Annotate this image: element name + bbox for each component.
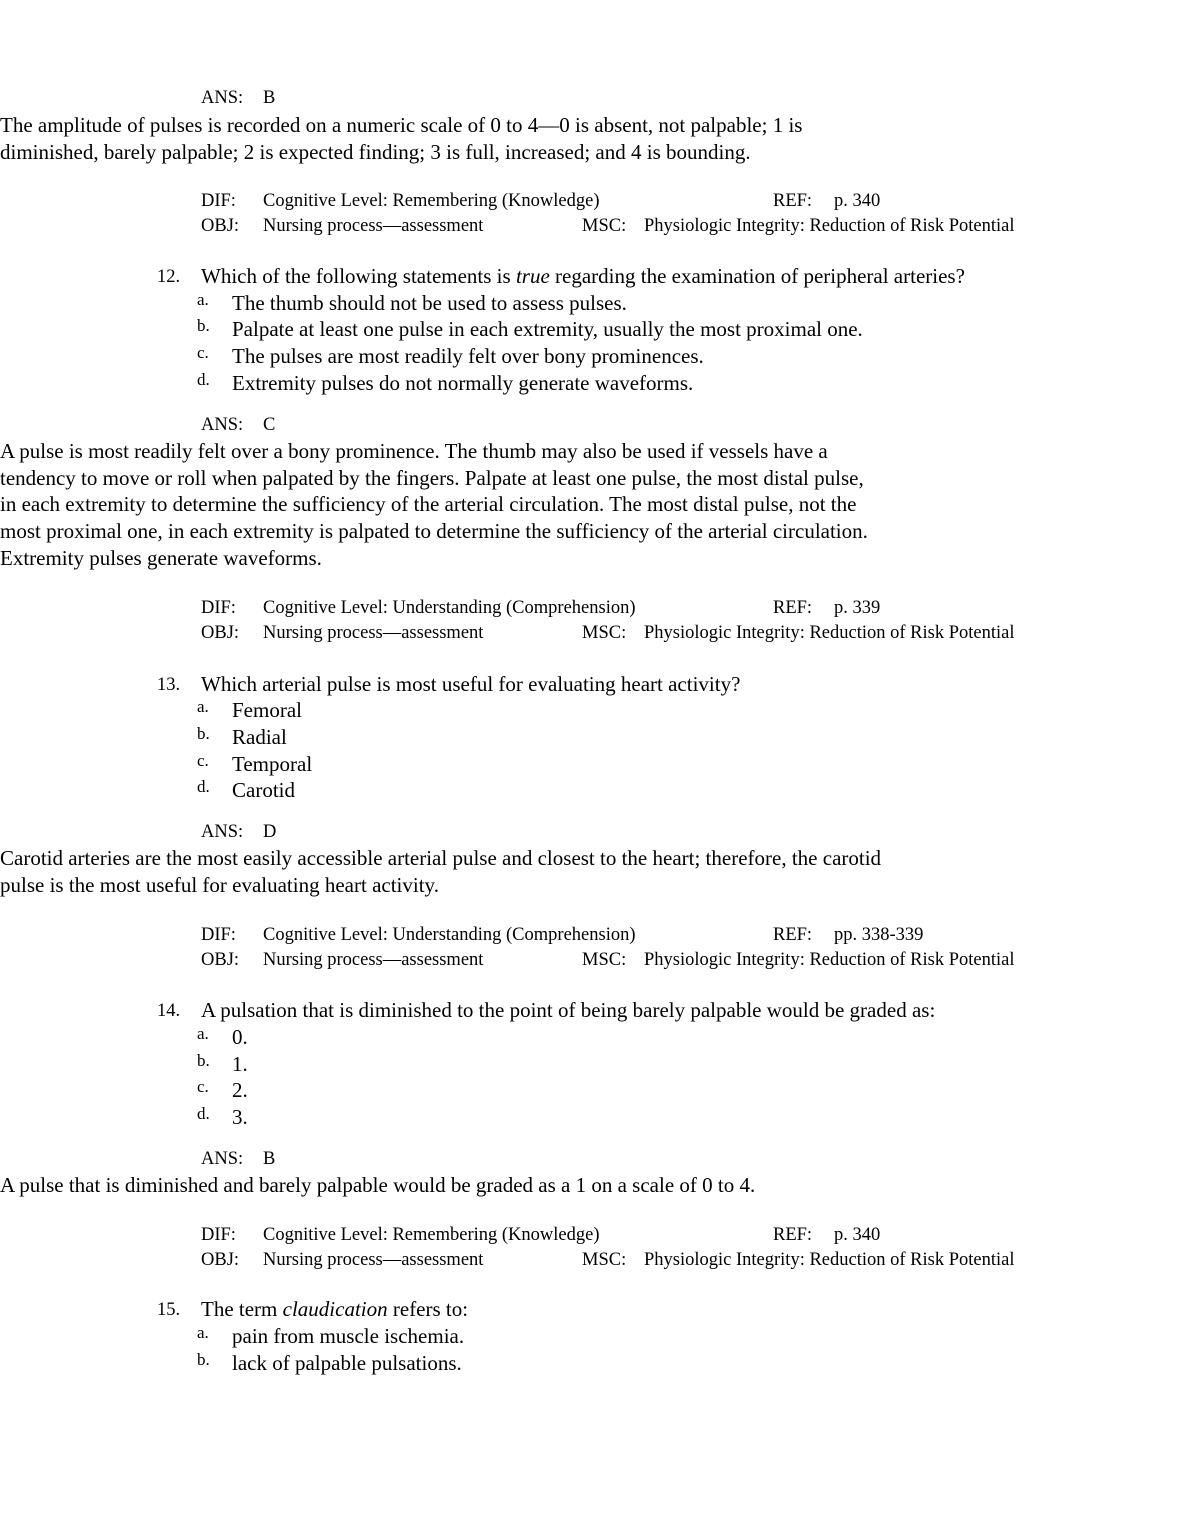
option-text: 3. [232, 1105, 248, 1129]
obj-value: Nursing process—assessment [263, 1250, 484, 1270]
obj-value: Nursing process—assessment [263, 623, 484, 643]
option-text: lack of palpable pulsations. [232, 1351, 462, 1375]
option-text: The pulses are most readily felt over bony prominences. [232, 344, 704, 368]
question-number: 12. [157, 267, 181, 287]
question-number: 14. [157, 1001, 181, 1021]
question-stem [201, 672, 740, 696]
dif-label: DIF: [201, 191, 236, 211]
msc-value: Physiologic Integrity: Reduction of Risk Potential [644, 1250, 1015, 1270]
option-text: Femoral [232, 698, 302, 722]
stem-stem-post: regarding the examination of peripheral arteries? [549, 264, 965, 288]
option-letter: b. [197, 316, 210, 335]
option-letter: d. [197, 1104, 210, 1123]
option-text: Palpate at least one pulse in each extremity, usually the most proximal one. [232, 317, 863, 341]
answer-value: D [263, 822, 277, 842]
dif-value: Cognitive Level: Remembering (Knowledge) [263, 191, 600, 211]
answer-label: ANS: [201, 1149, 244, 1169]
obj-value: Nursing process—assessment [263, 950, 484, 970]
dif-label: DIF: [201, 925, 236, 945]
msc-value: Physiologic Integrity: Reduction of Risk Potential [644, 216, 1015, 236]
answer-label: ANS: [201, 88, 244, 108]
stem-stem-em: claudication [282, 1297, 388, 1321]
dif-label: DIF: [201, 1225, 236, 1245]
msc-label: MSC: [582, 623, 627, 643]
option-text: pain from muscle ischemia. [232, 1324, 465, 1348]
answer-value: B [263, 88, 276, 108]
option-text: Carotid [232, 778, 295, 802]
msc-label: MSC: [582, 1250, 627, 1270]
option-letter: a. [197, 1323, 209, 1342]
obj-label: OBJ: [201, 950, 240, 970]
rationale-text: Carotid arteries are the most easily accessible arterial pulse and closest to the heart; therefore, the carotid pulse is the most useful for evaluating heart activity. [0, 846, 882, 897]
ref-value: p. 340 [834, 191, 881, 211]
stem-stem-pre: The term [201, 1297, 283, 1321]
ref-value: p. 340 [834, 1225, 881, 1245]
obj-label: OBJ: [201, 1250, 240, 1270]
obj-label: OBJ: [201, 216, 240, 236]
answer-label: ANS: [201, 415, 244, 435]
option-text: 2. [232, 1078, 248, 1102]
question-stem [201, 998, 935, 1022]
option-text: 1. [232, 1052, 248, 1076]
dif-label: DIF: [201, 598, 236, 618]
ref-label: REF: [773, 598, 813, 618]
option-letter: a. [197, 1024, 209, 1043]
option-letter: b. [197, 724, 210, 743]
ref-label: REF: [773, 925, 813, 945]
answer-label: ANS: [201, 822, 244, 842]
answer-value: B [263, 1149, 276, 1169]
option-letter: c. [197, 1077, 209, 1096]
option-letter: b. [197, 1051, 210, 1070]
option-text: Temporal [232, 752, 313, 776]
option-letter: a. [197, 697, 209, 716]
msc-value: Physiologic Integrity: Reduction of Risk Potential [644, 623, 1015, 643]
obj-label: OBJ: [201, 623, 240, 643]
option-text: Radial [232, 725, 287, 749]
dif-value: Cognitive Level: Understanding (Comprehension) [263, 925, 636, 945]
rationale-text: The amplitude of pulses is recorded on a numeric scale of 0 to 4—0 is absent, not palpable; 1 is diminished, barely palpable; 2 is expected finding; 3 is full, increased; and 4 is bounding. [0, 113, 803, 164]
msc-label: MSC: [582, 216, 627, 236]
stem-stem-pre: Which of the following statements is [201, 264, 516, 288]
question-stem [201, 1297, 468, 1321]
rationale-text: A pulse is most readily felt over a bony prominence. The thumb may also be used if vessels have a tendency to move or roll when palpated by the fingers. Palpate at least one pulse, the most distal pulse, in each extremity to determine the sufficiency of the arterial circulation. The most distal pulse, not the most proximal one, in each extremity is palpated to determine the sufficiency of the arterial circulation. Extremity pulses generate waveforms. [0, 439, 868, 570]
stem-stem-post: refers to: [387, 1297, 469, 1321]
ref-label: REF: [773, 1225, 813, 1245]
msc-label: MSC: [582, 950, 627, 970]
option-letter: a. [197, 290, 209, 309]
rationale-text: A pulse that is diminished and barely palpable would be graded as a 1 on a scale of 0 to 4. [0, 1173, 756, 1197]
option-text: 0. [232, 1025, 248, 1049]
stem-stem-pre: A pulsation that is diminished to the point of being barely palpable would be graded as: [201, 998, 936, 1022]
option-letter: d. [197, 777, 210, 796]
answer-value: C [263, 415, 276, 435]
ref-value: p. 339 [834, 598, 881, 618]
question-number: 13. [157, 675, 181, 695]
question-number: 15. [157, 1300, 181, 1320]
msc-value: Physiologic Integrity: Reduction of Risk Potential [644, 950, 1015, 970]
ref-label: REF: [773, 191, 813, 211]
obj-value: Nursing process—assessment [263, 216, 484, 236]
dif-value: Cognitive Level: Understanding (Comprehension) [263, 598, 636, 618]
stem-stem-pre: Which arterial pulse is most useful for evaluating heart activity? [201, 672, 741, 696]
stem-stem-em: true [515, 264, 550, 288]
question-stem [201, 264, 965, 288]
option-letter: c. [197, 751, 209, 770]
ref-value: pp. 338-339 [834, 925, 924, 945]
option-text: Extremity pulses do not normally generate waveforms. [232, 371, 694, 395]
option-letter: d. [197, 370, 210, 389]
option-letter: b. [197, 1350, 210, 1369]
option-text: The thumb should not be used to assess pulses. [232, 291, 627, 315]
option-letter: c. [197, 343, 209, 362]
dif-value: Cognitive Level: Remembering (Knowledge) [263, 1225, 600, 1245]
